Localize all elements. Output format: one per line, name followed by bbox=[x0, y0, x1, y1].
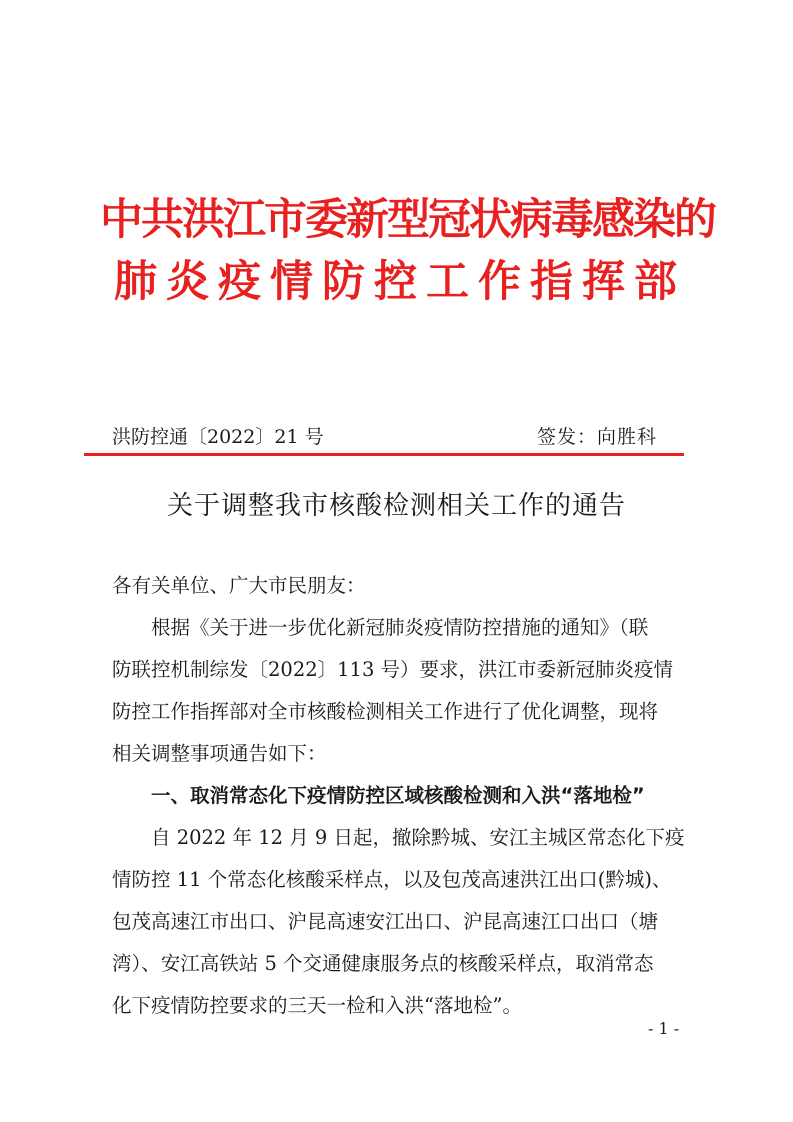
document-number: 洪防控通〔2022〕21 号 bbox=[112, 426, 324, 448]
body-line: 自 2022 年 12 月 9 日起，撤除黔城、安江主城区常态化下疫 bbox=[112, 826, 685, 849]
body-line: 湾）、安江高铁站 5 个交通健康服务点的核酸采样点，取消常态 bbox=[112, 952, 654, 975]
body-line: 包茂高速江市出口、沪昆高速安江出口、沪昆高速江口出口（塘 bbox=[112, 910, 659, 933]
body-line: 防控工作指挥部对全市核酸检测相关工作进行了优化调整，现将 bbox=[112, 700, 659, 723]
notice-body bbox=[112, 565, 684, 1027]
page-number: - 1 - bbox=[648, 1019, 680, 1038]
issuer-header-line-2: 肺炎疫情防控工作指挥部 bbox=[114, 257, 686, 307]
body-line: 情防控 11 个常态化核酸采样点，以及包茂高速洪江出口(黔城)、 bbox=[112, 868, 672, 891]
red-divider-rule bbox=[84, 453, 684, 456]
salutation: 各有关单位、广大市民朋友： bbox=[112, 574, 366, 597]
body-line: 化下疫情防控要求的三天一检和入洪“落地检”。 bbox=[112, 994, 522, 1017]
body-line: 防联控机制综发〔2022〕113 号）要求，洪江市委新冠肺炎疫情 bbox=[112, 658, 674, 681]
signer: 签发：向胜科 bbox=[537, 426, 658, 448]
body-line: 相关调整事项通告如下： bbox=[112, 742, 327, 765]
notice-title: 关于调整我市核酸检测相关工作的通告 bbox=[166, 491, 626, 521]
section-heading-1: 一、取消常态化下疫情防控区域核酸检测和入洪“落地检” bbox=[112, 784, 645, 807]
body-line: 根据《关于进一步优化新冠肺炎疫情防控措施的通知》（联 bbox=[112, 616, 649, 639]
issuer-header-line-1: 中共洪江市委新型冠状病毒感染的 bbox=[100, 195, 715, 245]
